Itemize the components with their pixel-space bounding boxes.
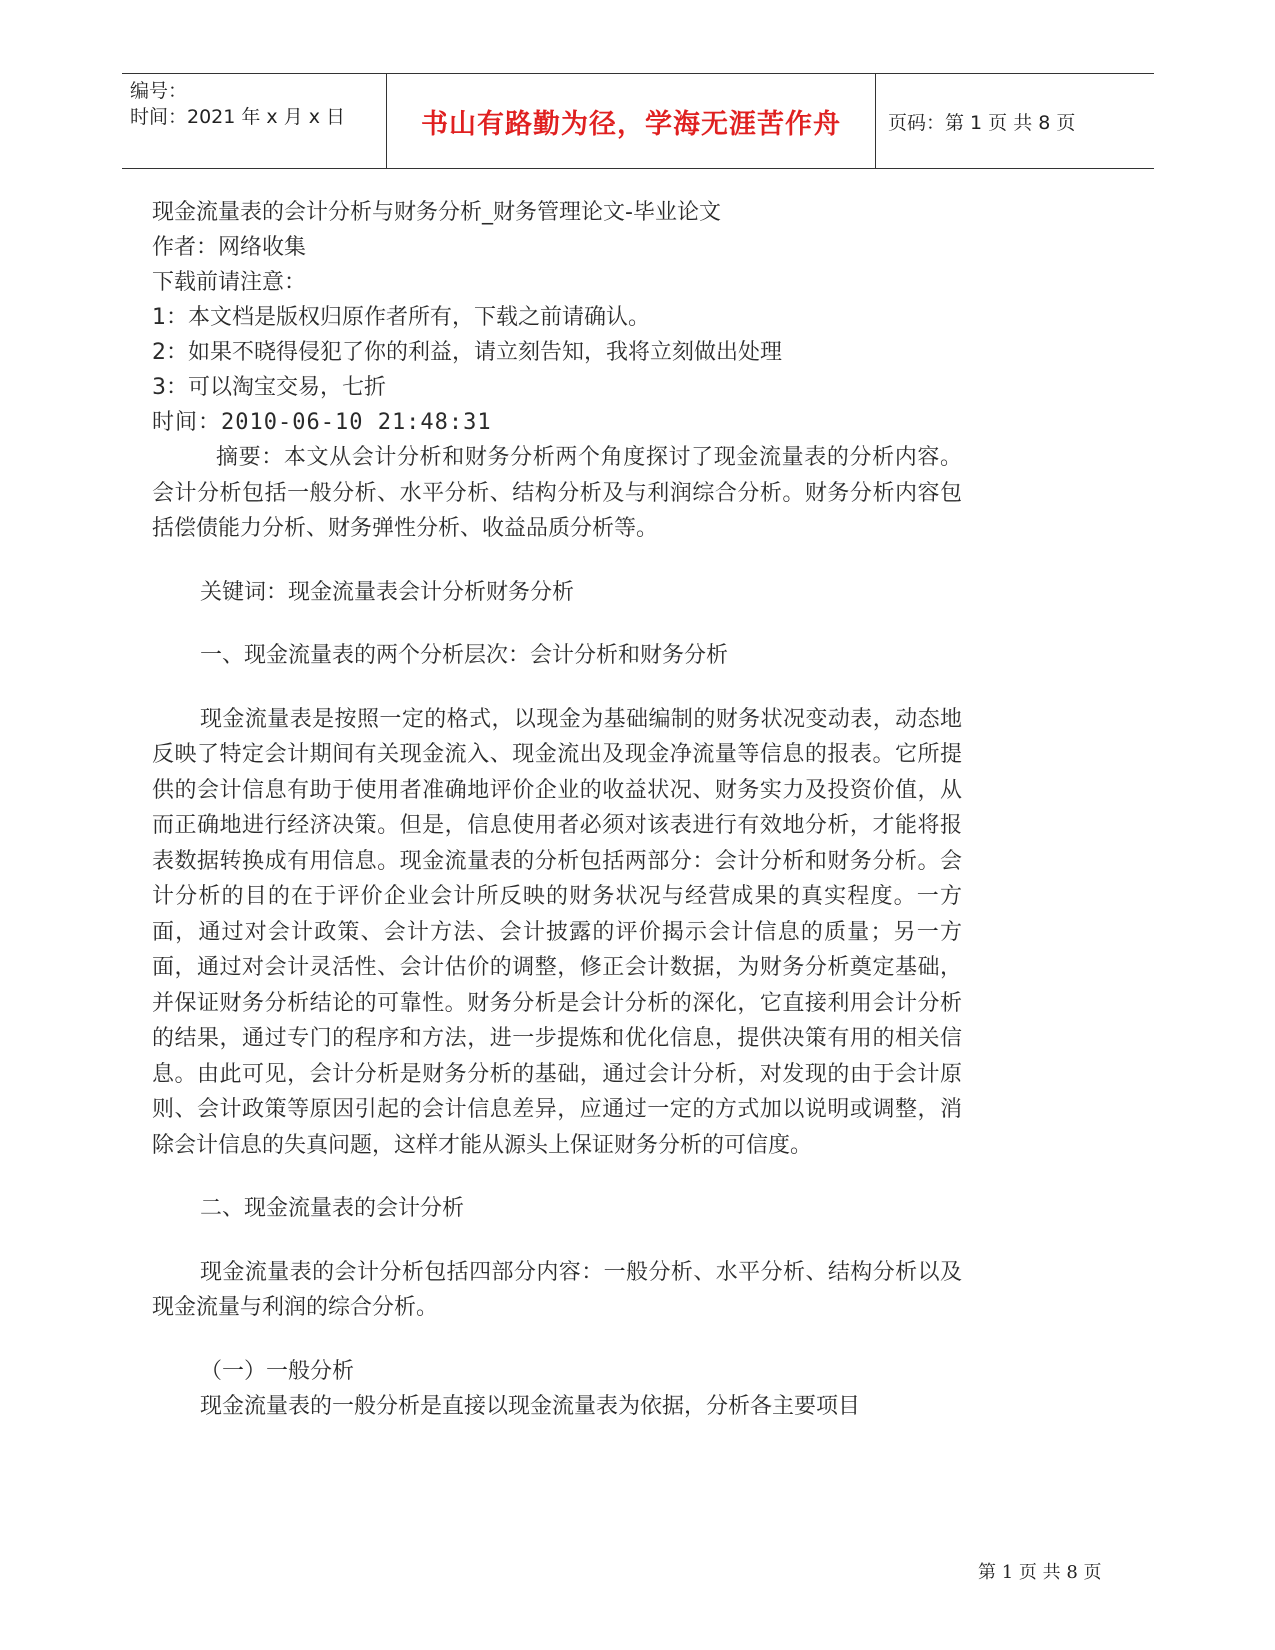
number-label: 编号： bbox=[130, 80, 188, 102]
page-info: 页码：第 1 页 共 8 页 bbox=[888, 111, 1076, 134]
abstract: 摘要：本文从会计分析和财务分析两个角度探讨了现金流量表的分析内容。会计分析包括一般分析、水平分析、结构分析及与利润综合分析。财务分析内容包括偿债能力分析、财务弹性分析、收益品质分析等。 bbox=[152, 445, 962, 541]
section2-heading: 二、现金流量表的会计分析 bbox=[200, 1196, 465, 1221]
time-label: 时间：2021 年 x 月 x 日 bbox=[130, 106, 346, 128]
section2-body: 现金流量表的会计分析包括四部分内容：一般分析、水平分析、结构分析以及现金流量与利润的综合分析。 bbox=[152, 1259, 962, 1320]
notice-item-2: 2：如果不晓得侵犯了你的利益，请立刻告知，我将立刻做出处理 bbox=[152, 340, 782, 365]
header-page-cell bbox=[876, 74, 1154, 168]
page-footer: 第 1 页 共 8 页 bbox=[978, 1562, 1102, 1583]
doc-author: 作者：网络收集 bbox=[152, 235, 307, 260]
subsection1-heading: （一）一般分析 bbox=[200, 1358, 355, 1384]
header-table bbox=[122, 73, 1154, 169]
notice-item-3: 3：可以淘宝交易，七折 bbox=[152, 375, 386, 400]
document-body bbox=[152, 195, 962, 1425]
doc-time: 时间：2010-06-10 21:48:31 bbox=[152, 410, 492, 435]
section1-heading: 一、现金流量表的两个分析层次：会计分析和财务分析 bbox=[200, 643, 729, 668]
doc-title: 现金流量表的会计分析与财务分析_财务管理论文-毕业论文 bbox=[152, 200, 721, 225]
section1-body: 现金流量表是按照一定的格式，以现金为基础编制的财务状况变动表，动态地反映了特定会计期间有关现金流入、现金流出及现金净流量等信息的报表。它所提供的会计信息有助于使用者准确地评价企业的收益状况、财务实力及投资价值，从而正确地进行经济决策。但是，信息使用者必须对该表进行有效地分析，才能将报表数据转换成有用信息。现金流量表的分析包括两部分：会计分析和财务分析。会计分析的目的在于评价企业会计所反映的财务状况与经营成果的真实程度。一方面，通过对会计政策、会计方法、会计披露的评价揭示会计信息的质量；另一方面，通过对会计灵活性、会计估价的调整，修正会计数据，为财务分析奠定基础，并保证财务分析结论的可靠性。财务分析是会计分析的深化，它直接利用会计分析的结果，通过专门的程序和方法，进一步提炼和优化信息，提供决策有用的相关信息。由此可见，会计分析是财务分析的基础，通过会计分析，对发现的由于会计原则、会计政策等原因引起的会计信息差异，应通过一定的方式加以说明或调整，消除会计信息的失真问题，这样才能从源头上保证财务分析的可信度。 bbox=[152, 706, 962, 1158]
notice-heading: 下载前请注意： bbox=[152, 270, 307, 295]
motto: 书山有路勤为径，学海无涯苦作舟 bbox=[421, 108, 841, 140]
keywords: 关键词：现金流量表会计分析财务分析 bbox=[200, 579, 575, 605]
subsection1-body: 现金流量表的一般分析是直接以现金流量表为依据，分析各主要项目 bbox=[200, 1394, 861, 1419]
notice-item-1: 1：本文档是版权归原作者所有，下载之前请确认。 bbox=[152, 305, 650, 330]
header-motto-cell bbox=[386, 74, 876, 168]
header-left-cell bbox=[122, 74, 386, 168]
